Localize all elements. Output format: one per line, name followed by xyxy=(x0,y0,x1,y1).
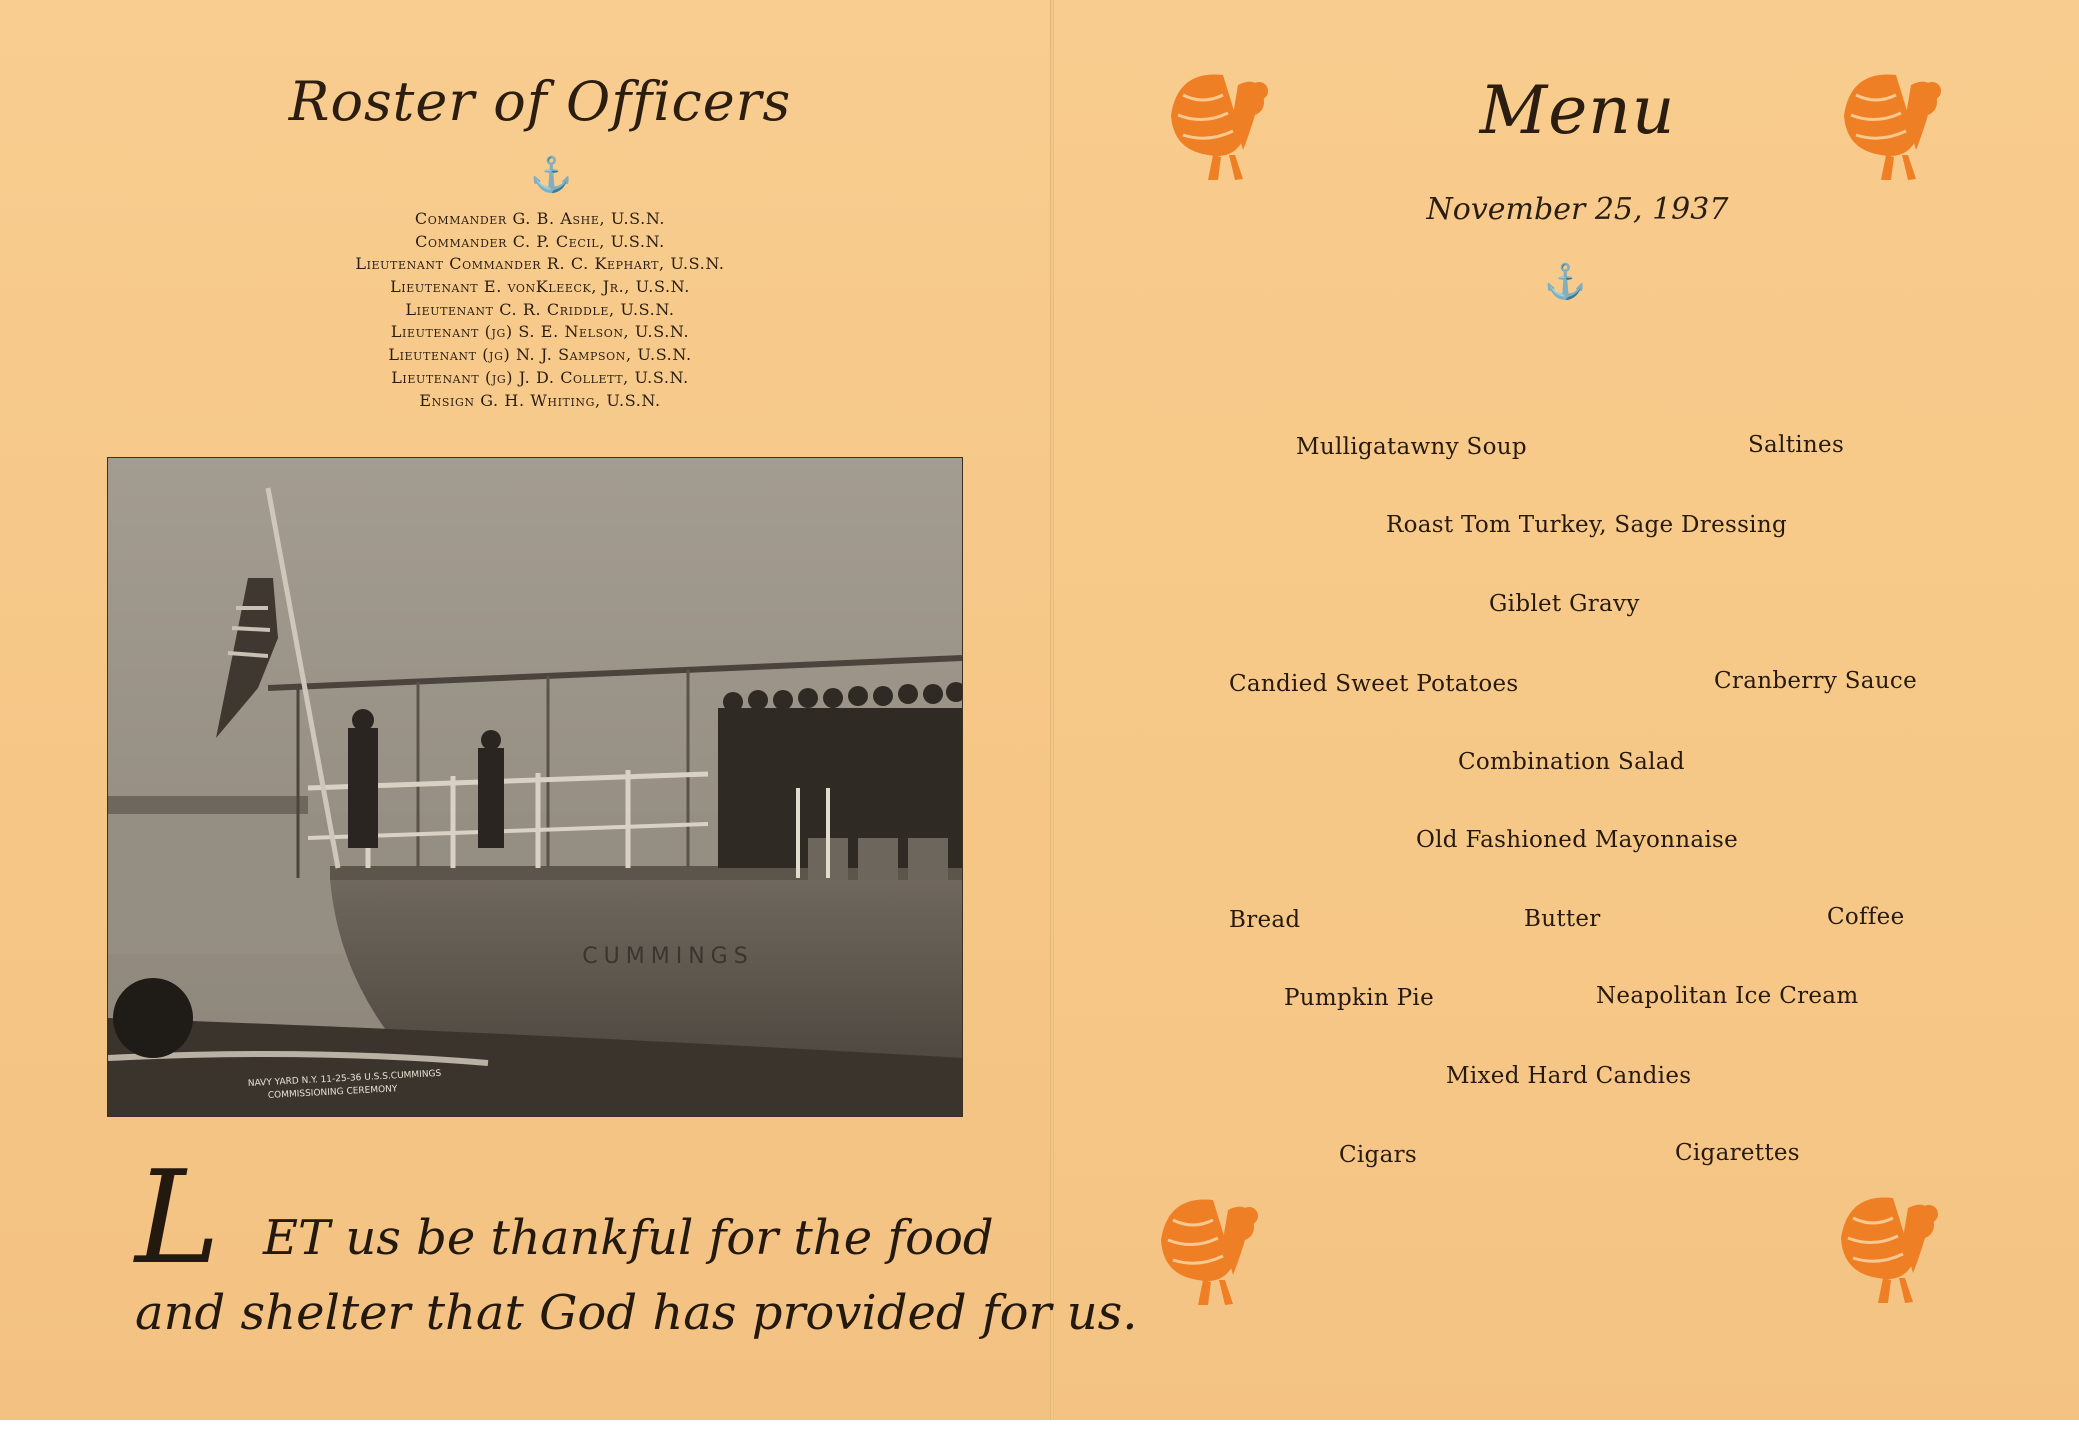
menu-item-bread: Bread xyxy=(1229,907,1301,933)
officer-entry: Commander G. B. Ashe, U.S.N. xyxy=(414,209,666,228)
menu-item-saltines: Saltines xyxy=(1748,432,1845,458)
menu-item-cigarettes: Cigarettes xyxy=(1675,1140,1800,1166)
officer-roster xyxy=(14,208,1066,412)
menu-item-candies: Mixed Hard Candies xyxy=(1446,1063,1692,1089)
turkey-icon xyxy=(1833,1178,1953,1308)
officer-entry: Lieutenant C. R. Criddle, U.S.N. xyxy=(405,299,675,319)
turkey-icon xyxy=(1153,1180,1273,1310)
verse-initial: L xyxy=(135,1144,220,1293)
menu-item-mayonnaise: Old Fashioned Mayonnaise xyxy=(1416,827,1739,853)
officer-entry: Lieutenant Commander R. C. Kephart, U.S.N. xyxy=(355,254,725,274)
verse-line-2: and shelter that God has provided for us. xyxy=(135,1285,1138,1341)
anchor-icon: ⚓ xyxy=(530,155,573,195)
officer-entry: Ensign G. H. Whiting, U.S.N. xyxy=(419,390,661,410)
anchor-icon: ⚓ xyxy=(1544,262,1587,302)
menu-item-coffee: Coffee xyxy=(1827,904,1905,930)
menu-item-cigars: Cigars xyxy=(1339,1142,1417,1168)
menu-item-gravy: Giblet Gravy xyxy=(1489,591,1640,617)
menu-item-turkey: Roast Tom Turkey, Sage Dressing xyxy=(1386,512,1787,538)
scan-edge xyxy=(0,1420,2079,1432)
menu-item-pie: Pumpkin Pie xyxy=(1284,985,1434,1011)
menu-date: November 25, 1937 xyxy=(1426,192,1729,227)
photo-caption-2: COMMISSIONING CEREMONY xyxy=(267,1084,398,1101)
officer-entry: Lieutenant (jg) S. E. Nelson, U.S.N. xyxy=(390,322,690,342)
menu-item-cranberry: Cranberry Sauce xyxy=(1714,668,1918,694)
officer-entry: Commander C. P. Cecil, U.S.N. xyxy=(415,231,665,251)
officer-entry: Lieutenant (jg) J. D. Collett, U.S.N. xyxy=(391,367,689,387)
roster-title: Roster of Officers xyxy=(288,70,792,133)
menu-item-soup: Mulligatawny Soup xyxy=(1296,434,1527,460)
turkey-icon xyxy=(1836,55,1956,185)
menu-item-butter: Butter xyxy=(1524,906,1601,932)
menu-item-ice-cream: Neapolitan Ice Cream xyxy=(1596,983,1859,1009)
officer-entry: Lieutenant (jg) N. J. Sampson, U.S.N. xyxy=(388,345,692,365)
officer-entry: Lieutenant E. vonKleeck, Jr., U.S.N. xyxy=(390,277,690,297)
hull-name: CUMMINGS xyxy=(582,944,754,969)
menu-title: Menu xyxy=(1479,72,1676,149)
photo-caption-1: NAVY YARD N.Y. 11-25-36 U.S.S.CUMMINGS xyxy=(247,1068,442,1089)
menu-item-potatoes: Candied Sweet Potatoes xyxy=(1229,671,1519,697)
ship-photo xyxy=(107,457,963,1117)
menu-item-salad: Combination Salad xyxy=(1458,749,1685,775)
turkey-icon xyxy=(1163,55,1283,185)
verse-line-1: ET us be thankful for the food xyxy=(263,1210,994,1266)
